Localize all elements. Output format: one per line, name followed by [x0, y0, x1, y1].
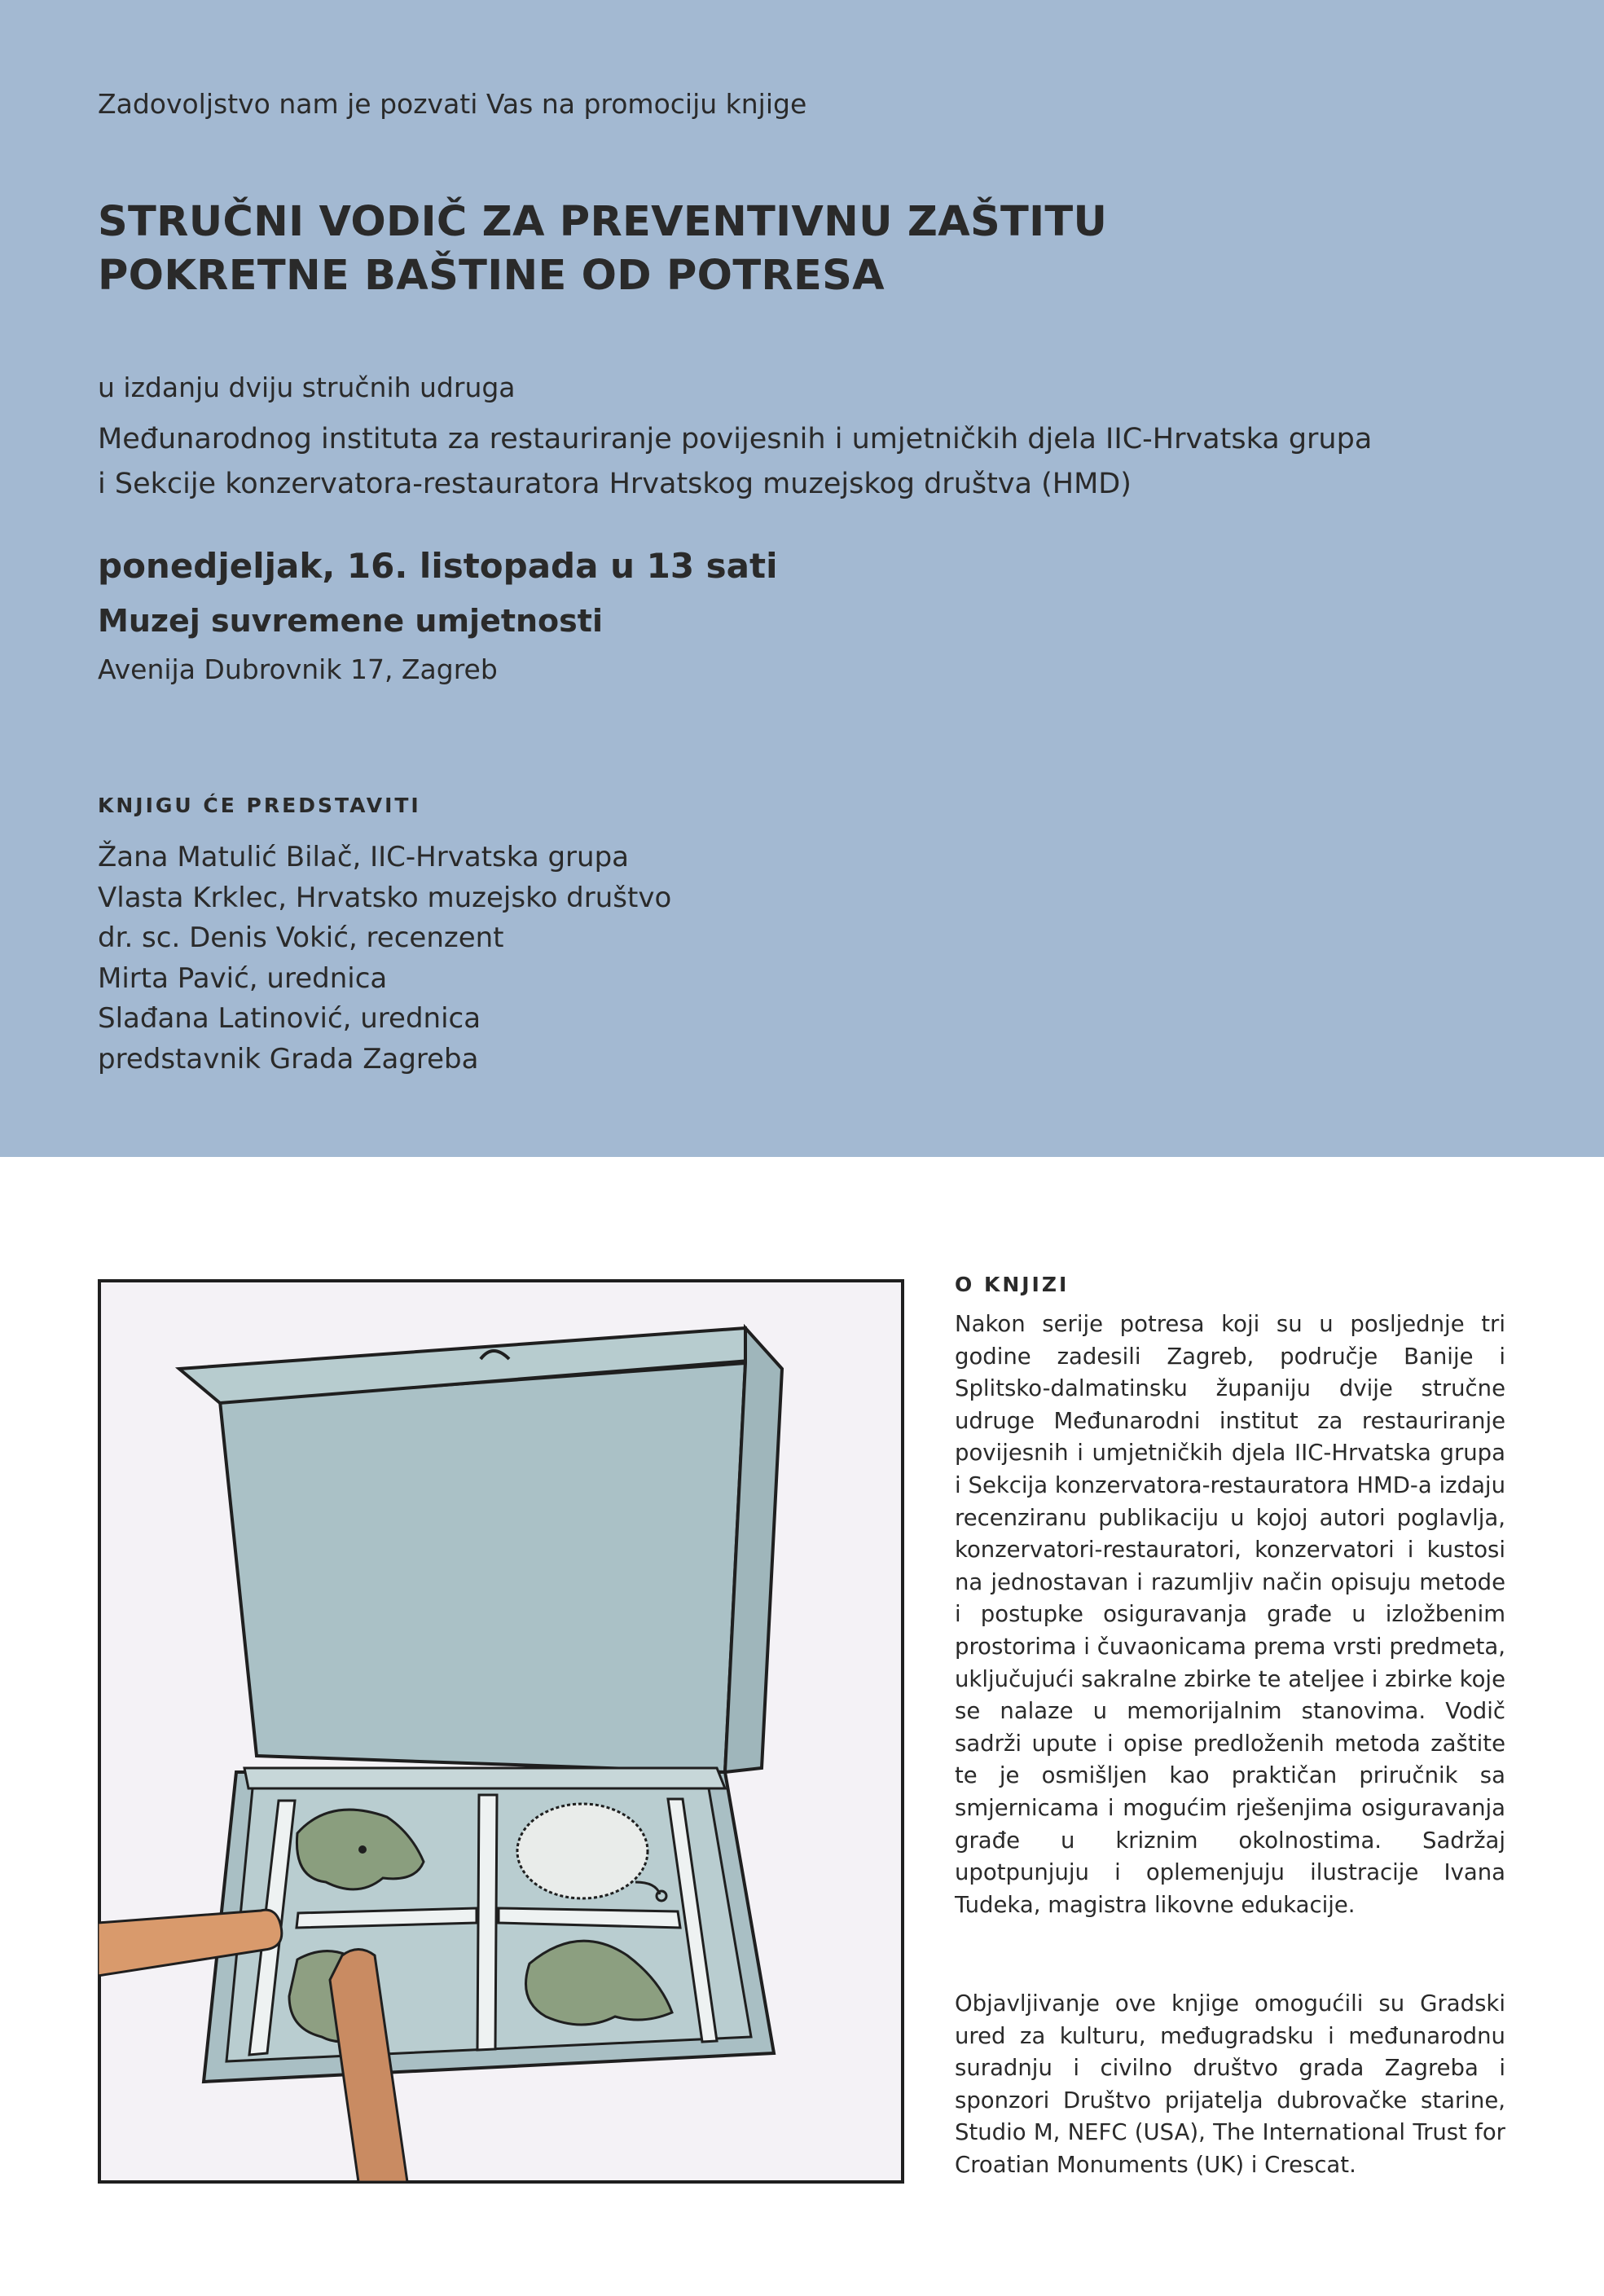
- event-date: ponedjeljak, 16. listopada u 13 sati: [98, 546, 778, 586]
- presenters-heading: KNJIGU ĆE PREDSTAVITI: [98, 794, 421, 817]
- about-paragraph-2: Objavljivanje ove knjige omogućili su Gradski ured za kulturu, međugradsku i međunarodnu suradnju i civilno društvo grada Zagreba i sponzori Društvo prijatelja dubrovačke starine, Studio M, NEFC (USA), The International Trust for Croatian Monuments (UK) i Crescat.: [955, 1990, 1505, 2178]
- book-title: [98, 196, 1107, 303]
- presenter-item: Slađana Latinović, urednica: [98, 1002, 481, 1035]
- about-heading: O KNJIZI: [955, 1273, 1070, 1296]
- event-venue: Muzej suvremene umjetnosti: [98, 603, 603, 639]
- presenter-item: dr. sc. Denis Vokić, recenzent: [98, 921, 504, 954]
- presenter-item: Vlasta Krklec, Hrvatsko muzejsko društvo: [98, 881, 672, 914]
- about-paragraph-1: Nakon serije potresa koji su u posljednje tri godine zadesili Zagreb, područje Banije i Splitsko-dalmatinsku županiju dvije stručne udruge Međunarodni institut za restauriranje povijesnih i umjetničkih djela IIC-Hrvatska grupa i Sekcija konzervatora-restauratora HMD-a izdaju recenziranu publikaciju u kojoj autori poglavlja, konzervatori-restauratori, konzervatori i kustosi na jednostavan i razumljiv način opisuju metode i postupke osiguravanja građe u izložbenim prostorima i čuvaonicama prema vrsti predmeta, uključujući sakralne zbirke te ateljee i zbirke koje se nalaze u memorijalnim stanovima. Vodič sadrži upute i opise predloženih metoda zaštite te je osmišljen kao praktičan priručnik sa smjernicama i mogućim rješenjima osiguravanja građe u kriznim okolnostima. Sadržaj upotpunjuju i oplemenjuju ilustracije Ivana Tudeka, magistra likovne edukacije.: [955, 1311, 1505, 1918]
- publishers: [98, 417, 1372, 507]
- publishers-intro: u izdanju dviju stručnih udruga: [98, 372, 516, 403]
- publisher-line-2: i Sekcije konzervatora-restauratora Hrvatskog muzejskog društva (HMD): [98, 468, 1132, 500]
- presenter-item: predstavnik Grada Zagreba: [98, 1042, 479, 1075]
- box-lid: [179, 1328, 782, 1772]
- presenter-item: Žana Matulić Bilač, IIC-Hrvatska grupa: [98, 841, 629, 873]
- presenters-list: [98, 838, 671, 1080]
- box-with-animal-sculptures-illustration: [98, 1279, 904, 2184]
- book-title-line-1: STRUČNI VODIČ ZA PREVENTIVNU ZAŠTITU: [98, 198, 1108, 246]
- book-title-line-2: POKRETNE BAŠTINE OD POTRESA: [98, 252, 885, 300]
- invitation-intro: Zadovoljstvo nam je pozvati Vas na promociju knjige: [98, 88, 807, 120]
- event-address: Avenija Dubrovnik 17, Zagreb: [98, 653, 498, 685]
- publisher-line-1: Međunarodnog instituta za restauriranje povijesnih i umjetničkih djela IIC-Hrvatska grupa: [98, 423, 1373, 455]
- presenter-item: Mirta Pavić, urednica: [98, 961, 388, 995]
